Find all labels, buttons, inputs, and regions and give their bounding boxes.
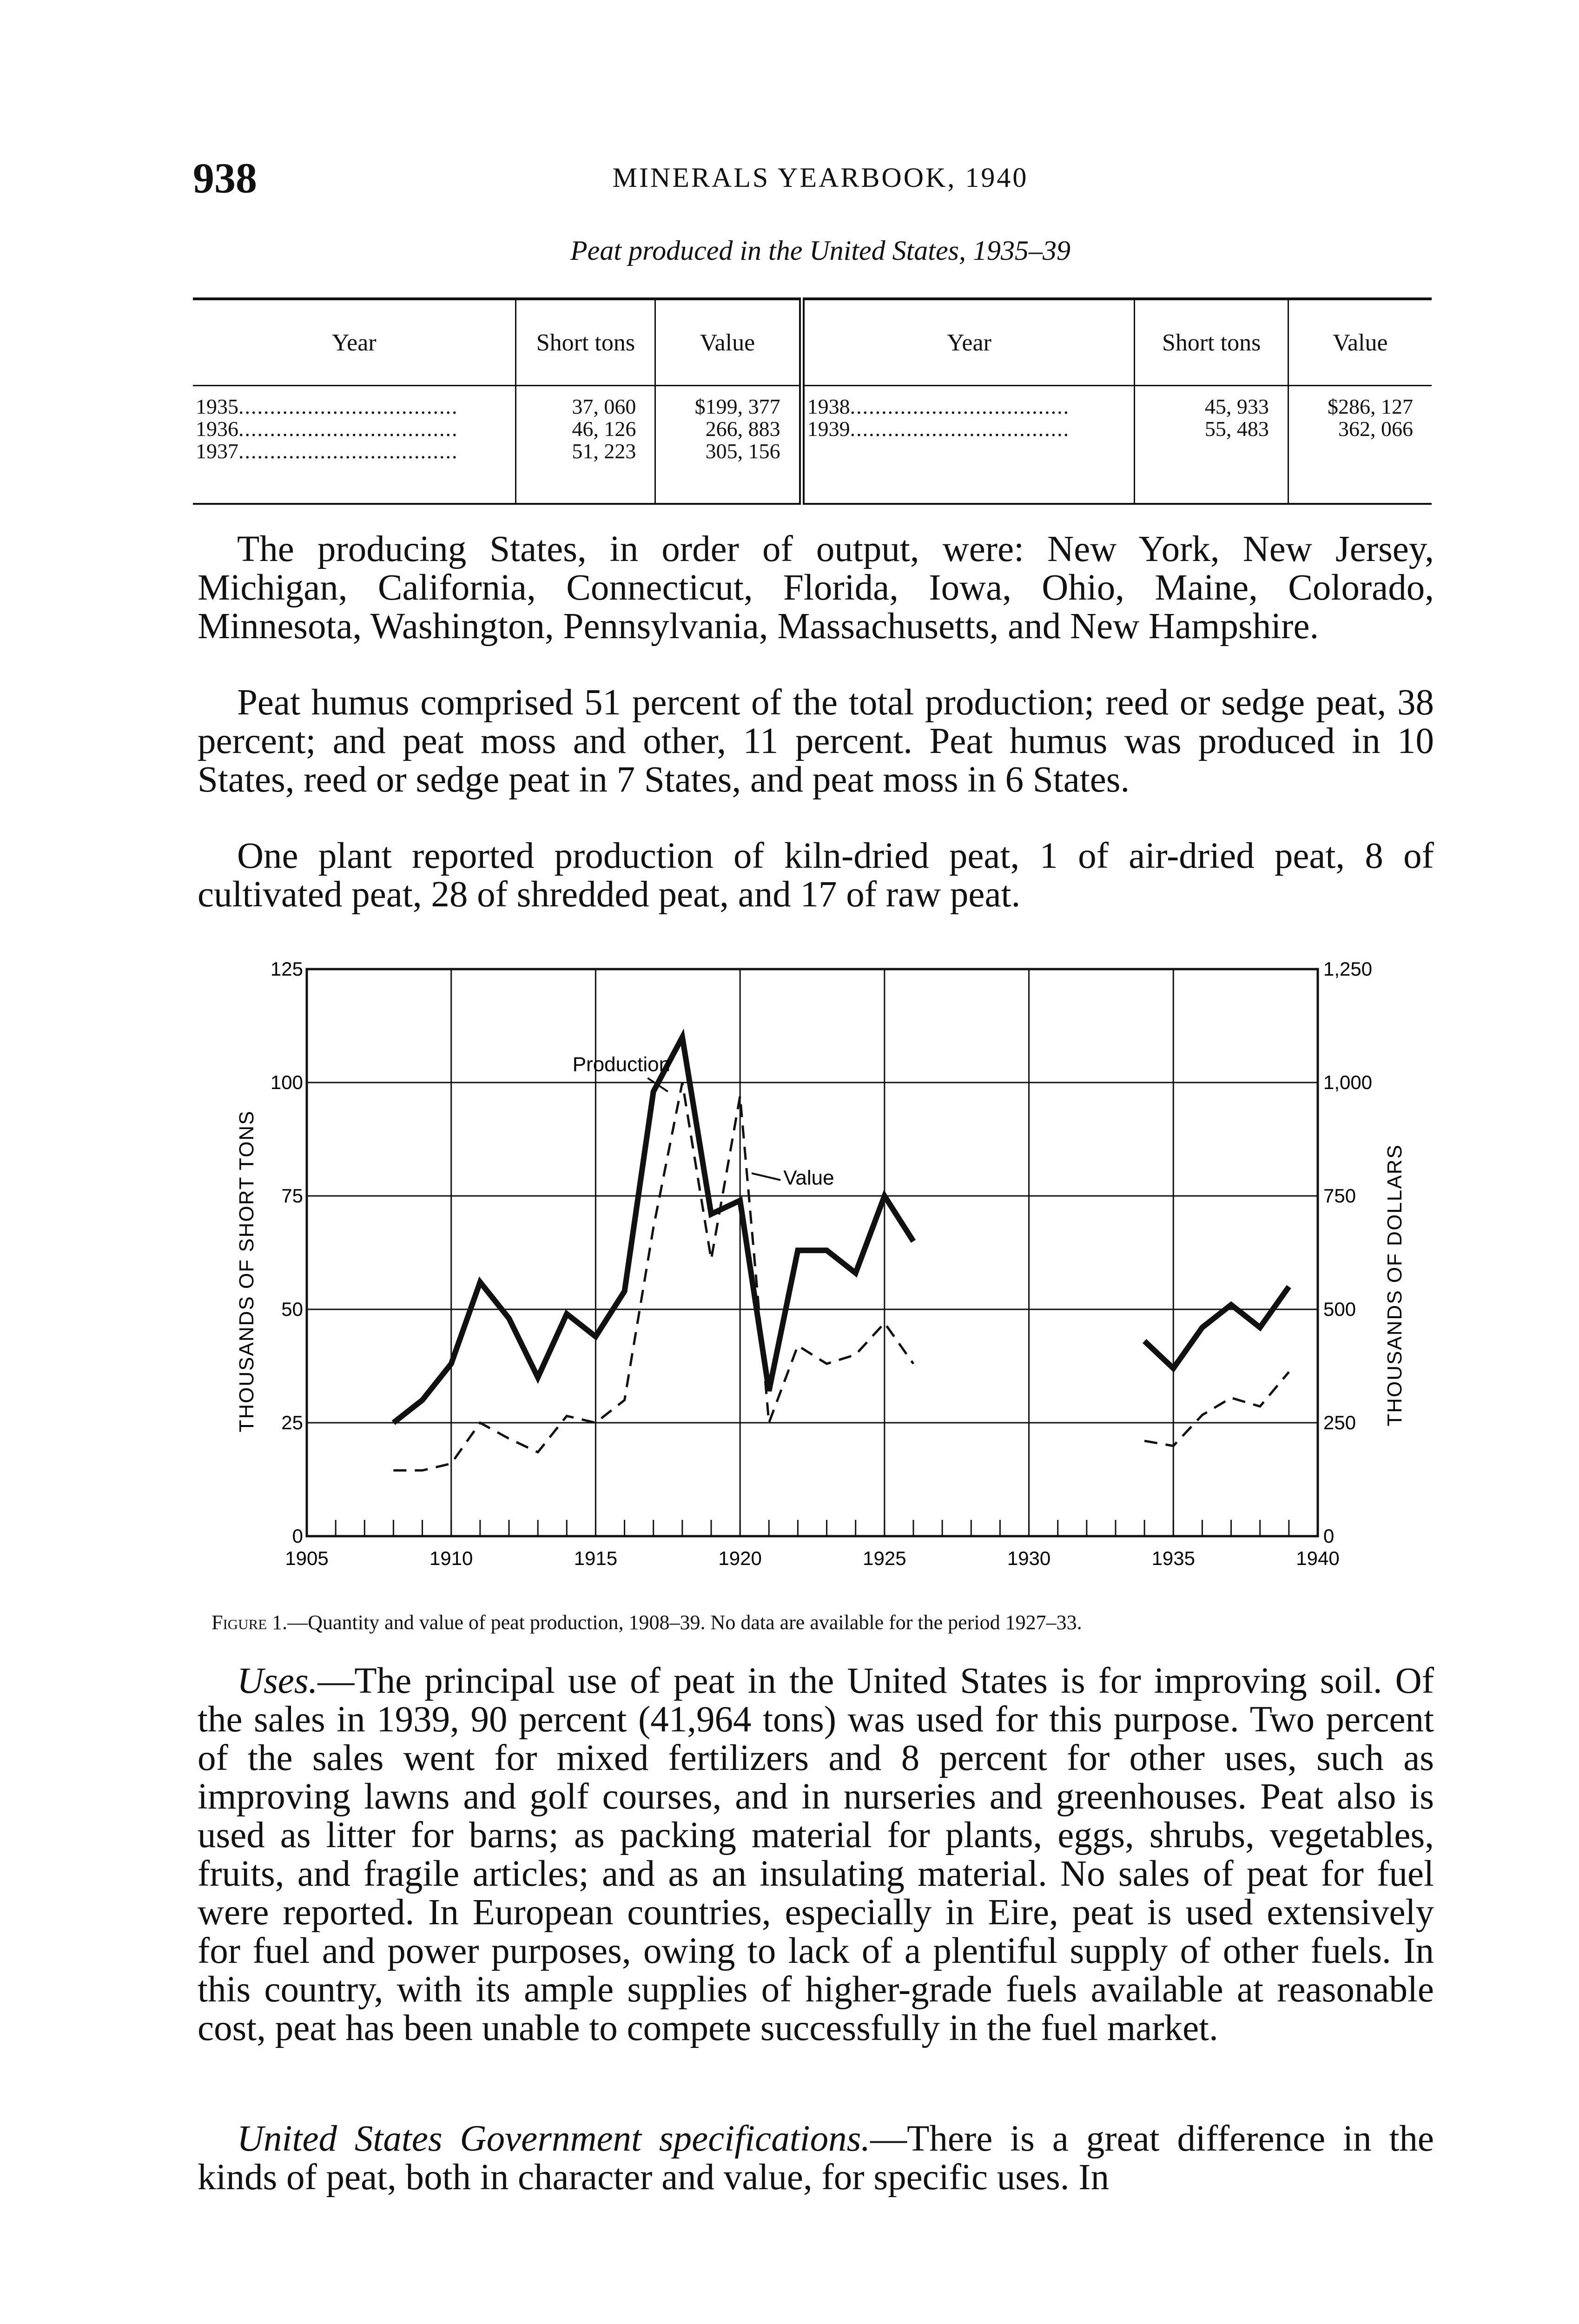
figure-caption-text: —Quantity and value of peat production, 1908–39. No data are available for the period 1927–33. [287,1611,1082,1634]
annotation-value: Value [783,1166,834,1189]
x-tick-label: 1935 [1151,1547,1196,1569]
y2-tick-label: 750 [1323,1185,1356,1207]
series-line-value [1144,1372,1289,1446]
x-tick-label: 1940 [1296,1547,1340,1569]
value-right [1288,386,1432,504]
tons-cell: 55, 483 [1204,418,1269,440]
paragraph-uses-text [198,1662,1434,2047]
col-header-value-2: Value [1288,299,1432,386]
year-cell: 1935 [196,396,238,418]
col-header-short-tons-2: Short tons [1135,299,1288,386]
year-cell: 1938 [807,396,850,418]
x-tick-label: 1915 [574,1547,618,1569]
x-tick-label: 1925 [863,1547,906,1569]
x-tick-label: 1910 [429,1547,473,1569]
peat-production-chart [209,939,1464,1608]
paragraph-specs-text [198,2119,1434,2197]
annotation-production: Production [572,1053,671,1076]
paragraph-humus [198,683,1434,799]
year-cell: 1939 [807,418,850,440]
col-header-year: Year [193,299,516,386]
paragraph-states [198,530,1434,646]
peat-production-table [193,297,1432,505]
table-row [193,386,1432,504]
tons-left [516,386,655,504]
series-line-production [1144,1287,1289,1368]
tons-cell: 45, 933 [1204,396,1269,418]
tons-cell: 51, 223 [572,440,636,462]
value-cell: 305, 156 [705,440,780,462]
specs-body: —There is a great difference in the kinds of peat, both in character and value, for specific uses. In [198,2119,1434,2198]
y2-tick-label: 250 [1323,1412,1356,1433]
years-right [802,386,1135,504]
value-left [655,386,802,504]
value-cell: 266, 883 [705,418,780,440]
y-tick-label: 50 [281,1298,303,1320]
paragraph-humus-text: Peat humus comprised 51 percent of the total production; reed or sedge peat, 38 percent; and peat moss and other, 11 percent. Peat humus was produced in 10 States, reed or sedge peat in 7 States, and peat moss in 6 States. [198,682,1434,800]
running-head: MINERALS YEARBOOK, 1940 [612,162,1029,193]
page-header [193,153,1448,205]
page-number: 938 [193,154,257,202]
col-header-value: Value [655,299,802,386]
y-tick-label: 75 [281,1185,303,1207]
year-cell: 1937 [196,440,238,462]
y-axis-title: THOUSANDS OF SHORT TONS [235,1110,258,1433]
y2-tick-label: 0 [1323,1525,1335,1547]
tons-right [1135,386,1288,504]
value-cell: $199, 377 [694,396,780,418]
y2-axis-title: THOUSANDS OF DOLLARS [1383,1144,1406,1426]
x-tick-label: 1930 [1007,1547,1051,1569]
y-tick-label: 100 [270,1071,303,1093]
paragraph-plants [198,837,1434,914]
tons-cell: 46, 126 [572,418,636,440]
annotation-arrow-value [752,1173,780,1180]
x-tick-label: 1920 [718,1547,762,1569]
figure-label: Figure 1. [211,1611,288,1634]
year-cell: 1936 [196,418,238,440]
years-left [193,386,516,504]
value-cell: $286, 127 [1328,396,1413,418]
chart-svg [209,939,1464,1608]
paragraph-plants-text: One plant reported production of kiln-dried peat, 1 of air-dried peat, 8 of cultivated peat, 28 of shredded peat, and 17 of raw peat. [198,836,1434,915]
paragraph-uses [198,1662,1434,2047]
y-tick-label: 125 [270,958,303,980]
y2-tick-label: 1,250 [1323,958,1373,980]
uses-body: —The principal use of peat in the United States is for improving soil. Of the sales in 1939, 90 percent (41,964 tons) was used for this purpose. Two percent of the sales went for mixed fertilizers and 8 percent for other uses, such as improving lawns and golf courses, and in nurseries and greenhouses. Peat also is used as litter for barns; as packing material for plants, eggs, shrubs, vegetables, fruits, and fragile articles; and as an insulating material. No sales of peat for fuel were reported. In European countries, especially in Eire, peat is used extensively for fuel and power purposes, owing to lack of a plentiful supply of other fuels. In this country, with its ample supplies of higher-grade fuels available at reasonable cost, peat has been unable to compete successfully in the fuel market. [198,1661,1434,2048]
y-tick-label: 25 [281,1412,303,1433]
y-tick-label: 0 [292,1525,303,1547]
specs-heading: United States Government specifications. [237,2119,871,2159]
col-header-year-2: Year [802,299,1135,386]
paragraph-states-text: The producing States, in order of output, were: New York, New Jersey, Michigan, California, Connecticut, Florida, Iowa, Ohio, Maine, Colorado, Minnesota, Washington, Pennsylvania, Massachusetts, and New Hampshire. [198,529,1434,647]
paragraph-specs [198,2119,1434,2197]
x-tick-label: 1905 [285,1547,329,1569]
y2-tick-label: 1,000 [1323,1071,1373,1093]
y2-tick-label: 500 [1323,1298,1356,1320]
tons-cell: 37, 060 [572,396,636,418]
col-header-short-tons: Short tons [516,299,655,386]
uses-heading: Uses. [237,1661,318,1701]
value-cell: 362, 066 [1338,418,1413,440]
series-line-value [393,1083,913,1471]
table-title: Peat produced in the United States, 1935–39 [570,235,1070,266]
figure-caption [211,1611,1443,1634]
